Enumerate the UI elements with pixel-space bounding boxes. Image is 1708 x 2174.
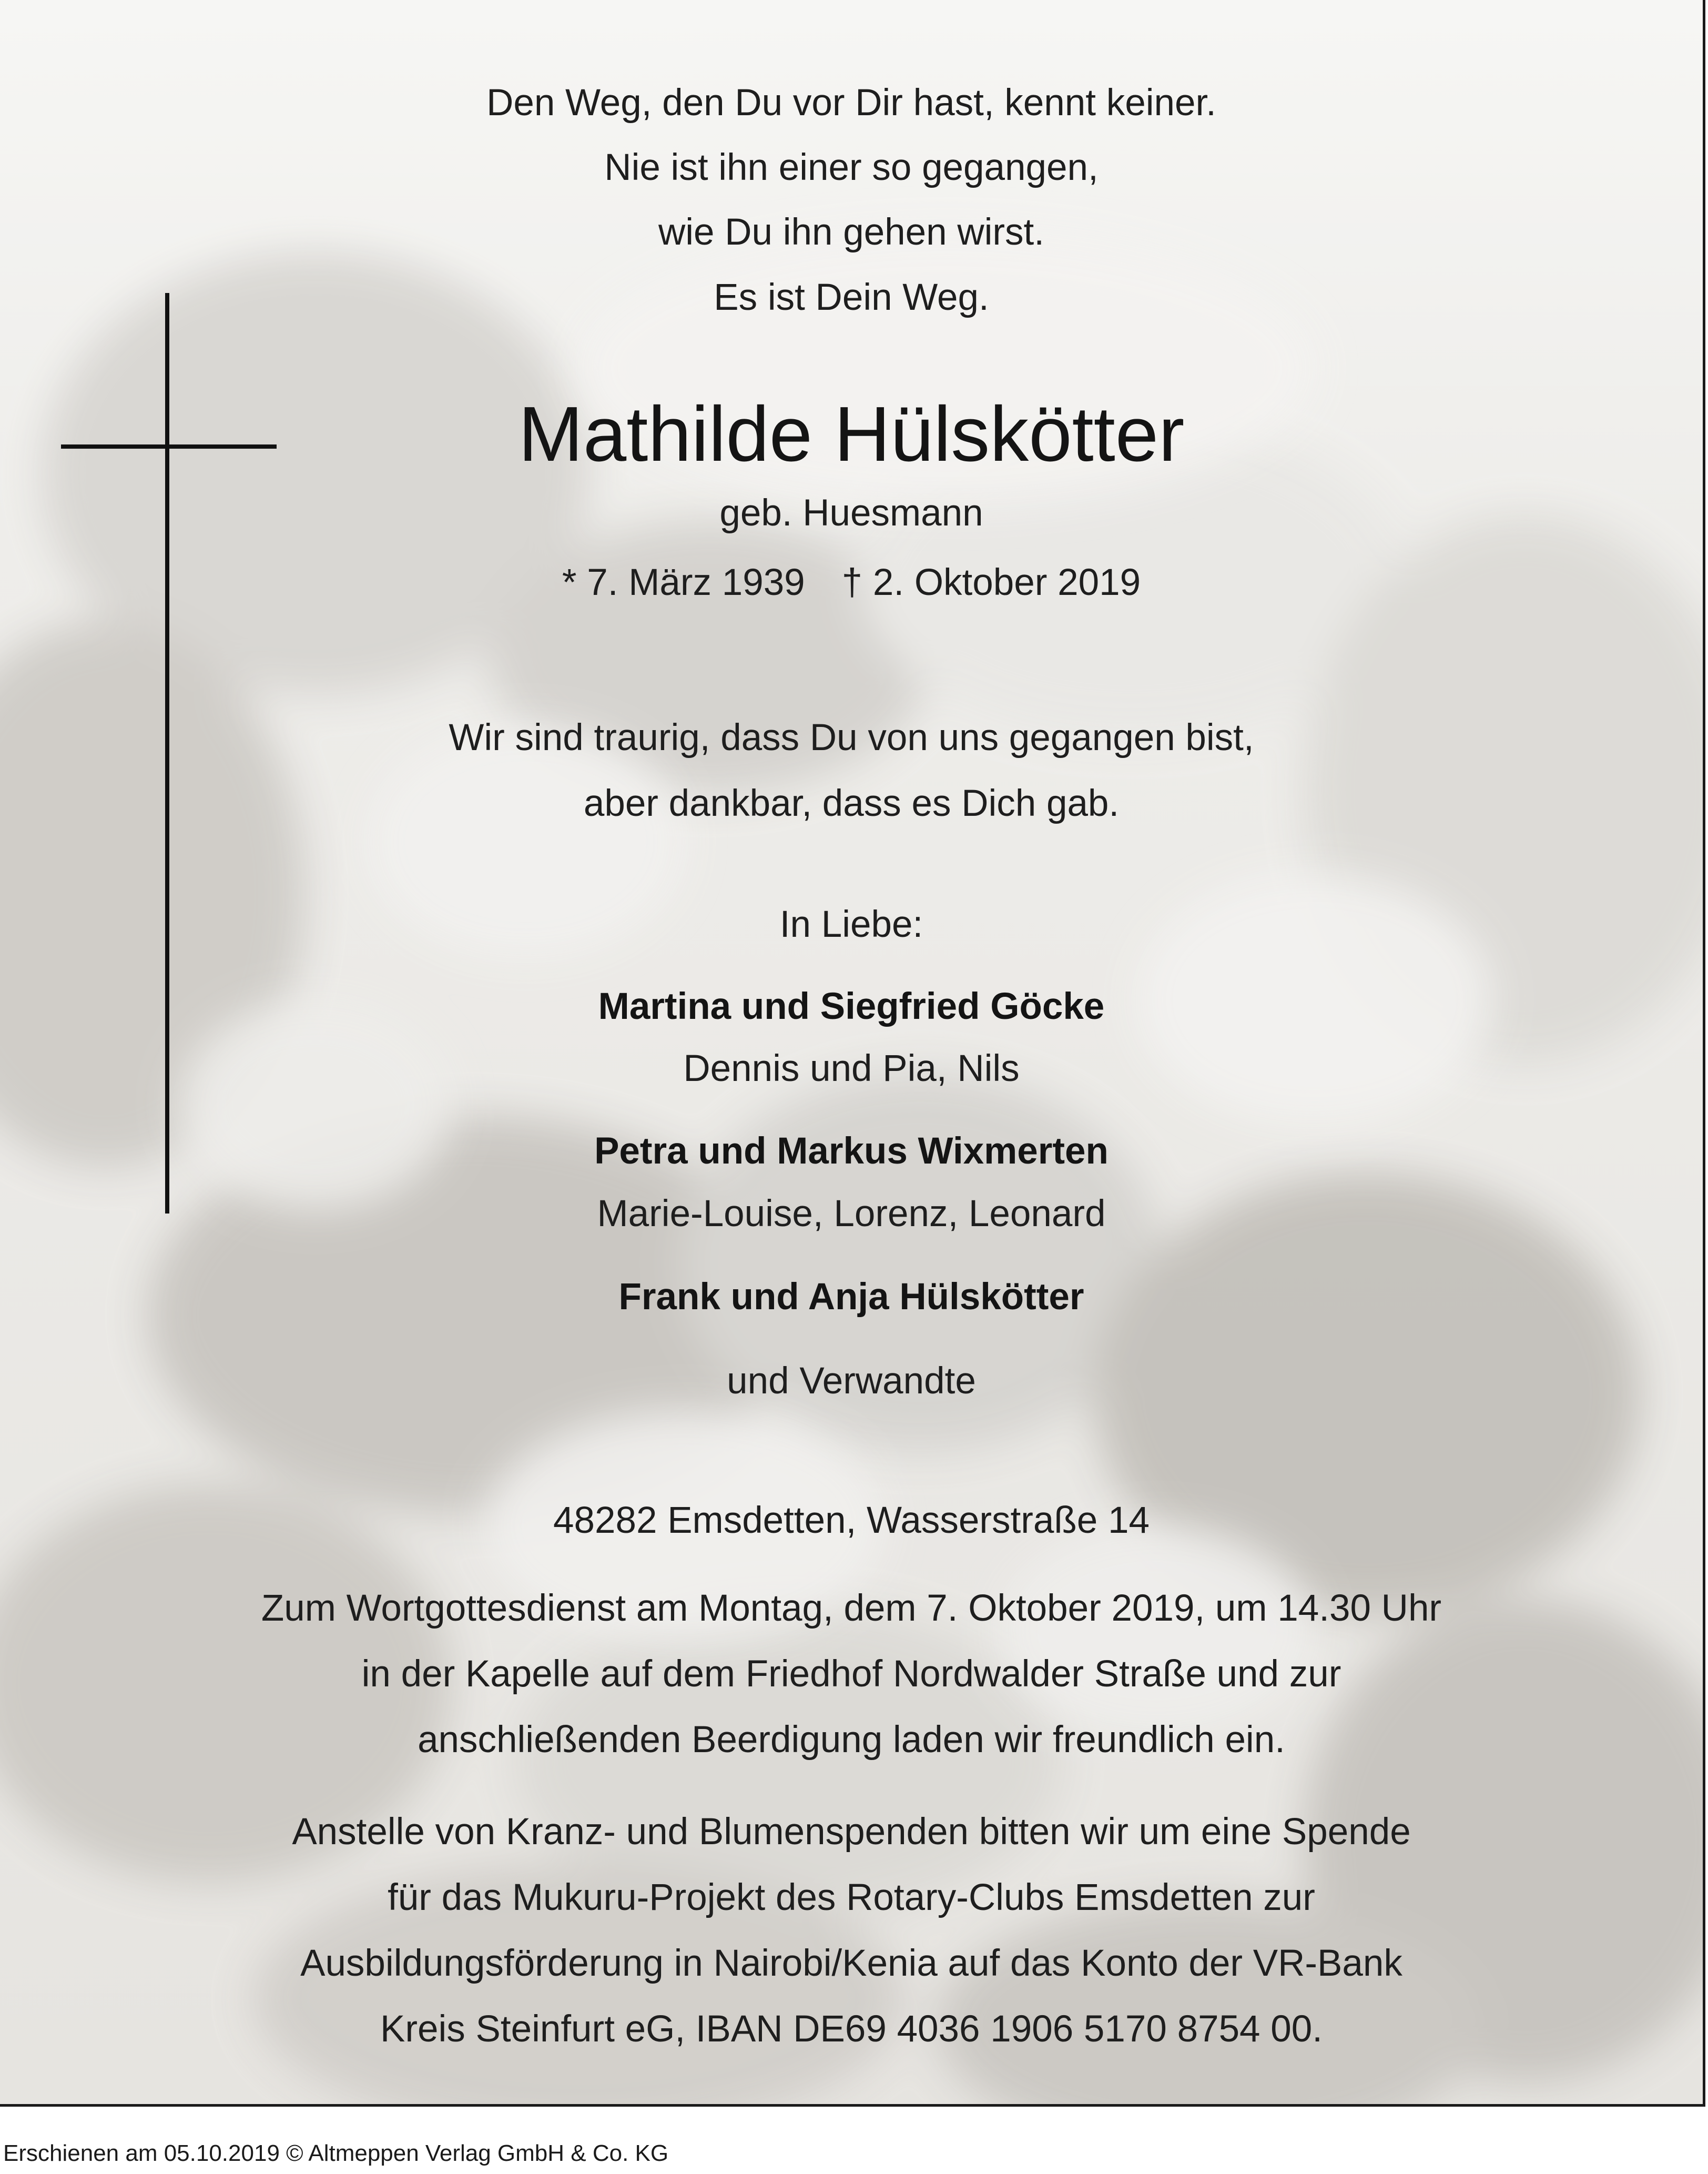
donation-line: für das Mukuru-Projekt des Rotary-Clubs Emsdetten zur [388, 1877, 1315, 1918]
birth-date: * 7. März 1939 [562, 562, 805, 603]
donation-line: Anstelle von Kranz- und Blumenspenden bitten wir um eine Spende [292, 1811, 1411, 1853]
mourners-intro: In Liebe: [779, 904, 923, 945]
mourner-couple: Petra und Markus Wixmerten [594, 1130, 1109, 1172]
mourner-couple: Frank und Anja Hülskötter [618, 1276, 1084, 1318]
mourners-closing: und Verwandte [727, 1360, 976, 1402]
message-line: aber dankbar, dass es Dich gab. [583, 783, 1120, 824]
service-line: Zum Wortgottesdienst am Montag, dem 7. Oktober 2019, um 14.30 Uhr [261, 1587, 1442, 1629]
donation-line: Kreis Steinfurt eG, IBAN DE69 4036 1906 5170 8754 00. [380, 2008, 1323, 2050]
poem-line: Den Weg, den Du vor Dir hast, kennt keiner. [486, 82, 1216, 124]
birth-name: geb. Huesmann [719, 492, 983, 534]
death-date: † 2. Oktober 2019 [841, 562, 1141, 603]
service-line: anschließenden Beerdigung laden wir freundlich ein. [418, 1719, 1285, 1761]
message-line: Wir sind traurig, dass Du von uns gegangen bist, [449, 717, 1254, 759]
mourner-children: Marie-Louise, Lorenz, Leonard [597, 1193, 1106, 1235]
poem-line: Nie ist ihn einer so gegangen, [604, 147, 1099, 188]
service-line: in der Kapelle auf dem Friedhof Nordwalder Straße und zur [361, 1653, 1341, 1695]
poem-line: wie Du ihn gehen wirst. [658, 211, 1045, 253]
deceased-name: Mathilde Hülskötter [518, 391, 1185, 478]
mourner-couple: Martina und Siegfried Göcke [598, 986, 1105, 1027]
mourner-children: Dennis und Pia, Nils [683, 1048, 1020, 1089]
life-dates [0, 564, 1703, 601]
poem-line: Es ist Dein Weg. [714, 277, 989, 318]
address: 48282 Emsdetten, Wasserstraße 14 [553, 1500, 1150, 1541]
donation-line: Ausbildungsförderung in Nairobi/Kenia auf das Konto der VR-Bank [300, 1943, 1402, 1984]
publication-footer: Erschienen am 05.10.2019 © Altmeppen Verlag GmbH & Co. KG [3, 2140, 669, 2166]
